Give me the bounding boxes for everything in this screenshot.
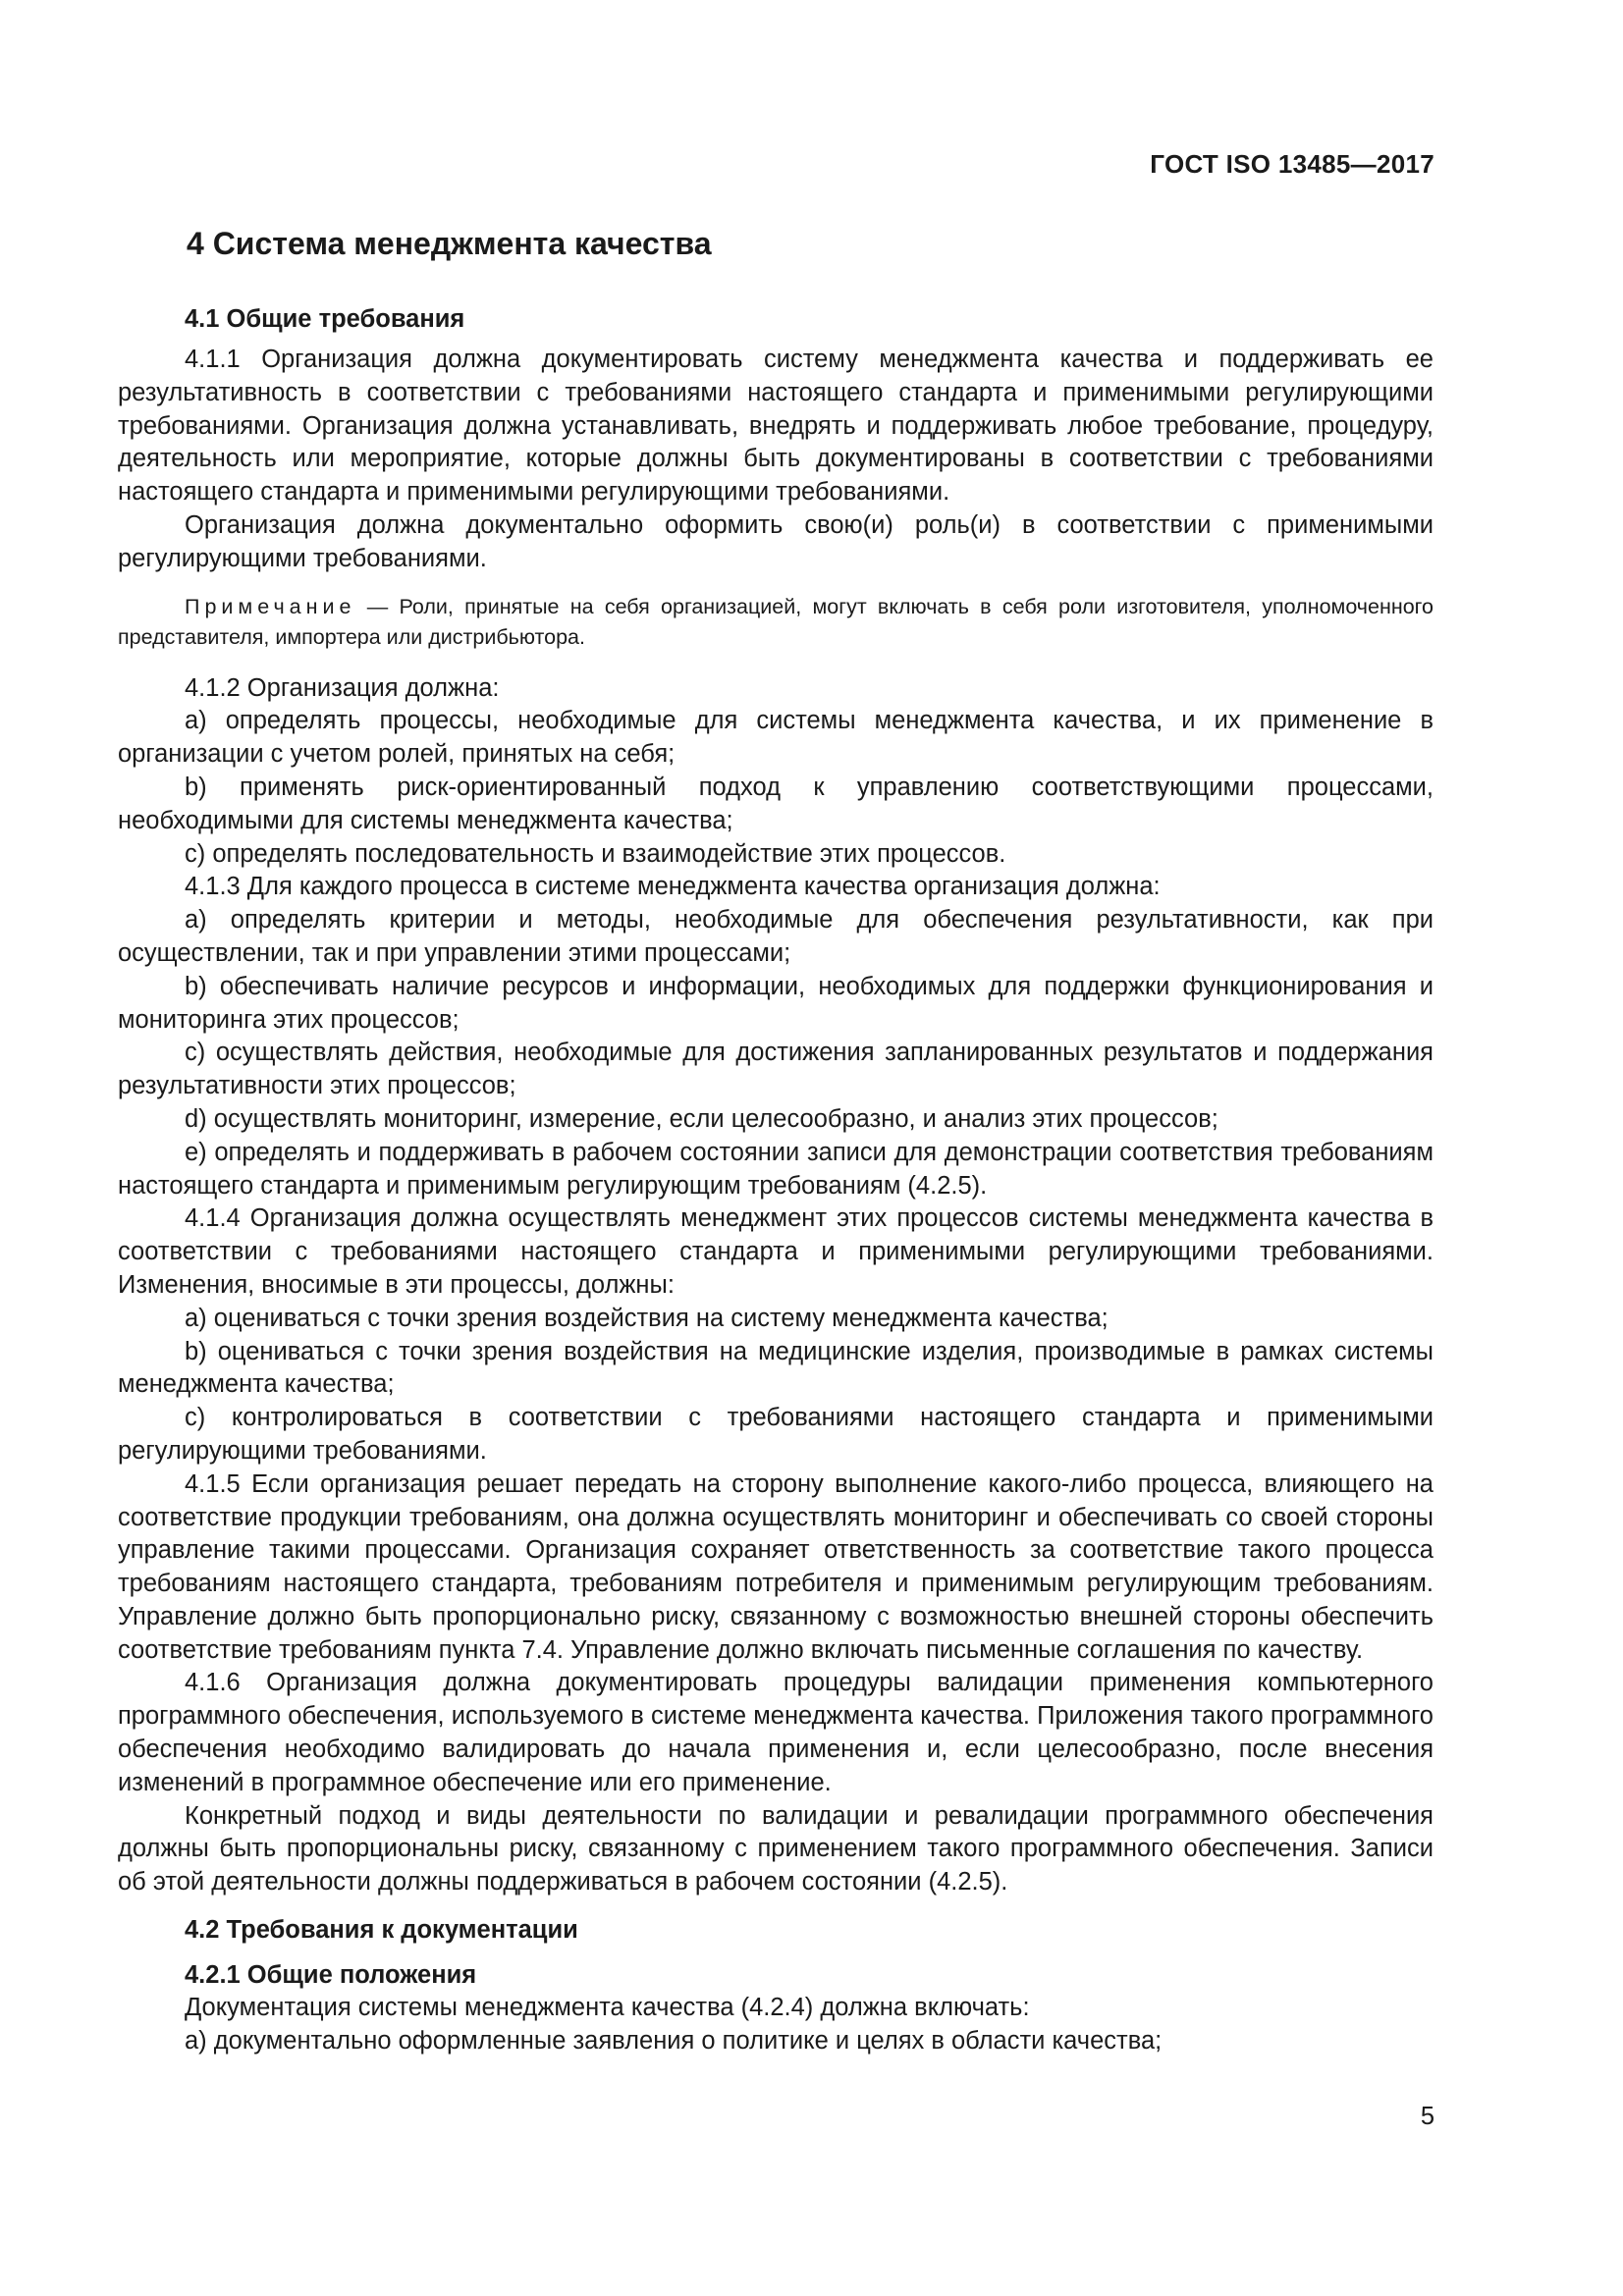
paragraph-4-1-6-validation: Конкретный подход и виды деятельности по валидации и ревалидации программного обеспечения должны быть пропорциональны риску, связанному с применением такого программного обеспечения. Записи об этой деятельности должны поддерживаться в рабочем состоянии (4.2.5).: [118, 1801, 1434, 1896]
paragraph-4-2-1: Документация системы менеджмента качества (4.2.4) должна включать:: [185, 1994, 1030, 2022]
section-4-1-title: 4.1 Общие требования: [185, 305, 465, 333]
paragraph-4-1-2: 4.1.2 Организация должна:: [185, 673, 500, 702]
note: [118, 592, 1434, 653]
section-4-2-1-title: 4.2.1 Общие положения: [185, 1961, 477, 1990]
section-4-2-title: 4.2 Требования к документации: [185, 1916, 578, 1945]
paragraph-4-1-1: 4.1.1 Организация должна документировать систему менеджмента качества и поддерживать ее результативность в соответствии с требованиями настоящего стандарта и применимыми регулирующими требованиями. Организация должна устанавливать, внедрять и поддерживать любое требование, процедуру, деятельность или мероприятие, которые должны быть документированы в соответствии с требованиями настоящего стандарта и применимыми регулирующими требованиями.: [118, 346, 1434, 507]
note-text: — Роли, принятые на себя организацией, могут включать в себя роли изготовителя, уполномоченного представителя, импортера или дистрибьютора.: [118, 594, 1434, 649]
list-item-4-2-1-a: a) документально оформленные заявления о политике и целях в области качества;: [185, 2026, 1163, 2055]
paragraph-4-1-5: 4.1.5 Если организация решает передать на сторону выполнение какого-либо процесса, влияющего на соответствие продукции требованиям, она должна осуществлять мониторинг и обеспечивать со своей стороны управление такими процессами. Организация сохраняет ответственность за соответствие такого процесса требованиям настоящего стандарта, требованиям потребителя и применимым регулирующим требованиям. Управление должно быть пропорционально риску, связанному с возможностью внешней стороны обеспечить соответствие требованиям пункта 7.4. Управление должно включать письменные соглашения по качеству.: [118, 1469, 1434, 1664]
paragraph-4-1-1-roles: Организация должна документально оформить свою(и) роль(и) в соответствии с применимыми регулирующими требованиями.: [118, 510, 1434, 572]
page-number: 5: [1420, 2103, 1434, 2130]
standard-header: ГОСТ ISO 13485—2017: [1150, 149, 1434, 179]
list-item-4-1-3-d: d) осуществлять мониторинг, измерение, если целесообразно, и анализ этих процессов;: [185, 1104, 1218, 1133]
list-item-4-1-2-b: b) применять риск-ориентированный подход к управлению соответствующими процессами, необходимыми для системы менеджмента качества;: [118, 773, 1434, 834]
list-item-4-1-3-c: c) осуществлять действия, необходимые для достижения запланированных результатов и поддержания результативности этих процессов;: [118, 1039, 1434, 1100]
list-item-4-1-4-b: b) оцениваться с точки зрения воздействия на медицинские изделия, производимые в рамках системы менеджмента качества;: [118, 1337, 1434, 1399]
list-item-4-1-4-a: a) оцениваться с точки зрения воздействия на систему менеджмента качества;: [185, 1304, 1109, 1332]
section-4-title: 4 Система менеджмента качества: [187, 226, 712, 261]
paragraph-4-1-4: 4.1.4 Организация должна осуществлять менеджмент этих процессов системы менеджмента качества в соответствии с требованиями настоящего стандарта и применимыми регулирующими требованиями. Изменения, вносимые в эти процессы, должны:: [118, 1204, 1434, 1299]
page-content: [118, 222, 1434, 2058]
list-item-4-1-2-c: c) определять последовательность и взаимодействие этих процессов.: [185, 839, 1006, 868]
list-item-4-1-2-a: a) определять процессы, необходимые для системы менеджмента качества, и их применение в организации с учетом ролей, принятых на себя;: [118, 707, 1434, 769]
note-label: Примечание: [185, 594, 356, 618]
list-item-4-1-3-a: a) определять критерии и методы, необходимые для обеспечения результативности, как при осуществлении, так и при управлении этими процессами;: [118, 906, 1434, 967]
paragraph-4-1-6: 4.1.6 Организация должна документировать процедуры валидации применения компьютерного программного обеспечения, используемого в системе менеджмента качества. Приложения такого программного обеспечения необходимо валидировать до начала применения и, если целесообразно, после внесения изменений в программное обеспечение или его применение.: [118, 1669, 1434, 1796]
paragraph-4-1-3: 4.1.3 Для каждого процесса в системе менеджмента качества организация должна:: [185, 873, 1161, 901]
list-item-4-1-3-b: b) обеспечивать наличие ресурсов и информации, необходимых для поддержки функционирования и мониторинга этих процессов;: [118, 972, 1434, 1034]
list-item-4-1-3-e: e) определять и поддерживать в рабочем состоянии записи для демонстрации соответствия требованиям настоящего стандарта и применимым регулирующим требованиям (4.2.5).: [118, 1138, 1434, 1200]
list-item-4-1-4-c: c) контролироваться в соответствии с требованиями настоящего стандарта и применимыми регулирующими требованиями.: [118, 1404, 1434, 1465]
